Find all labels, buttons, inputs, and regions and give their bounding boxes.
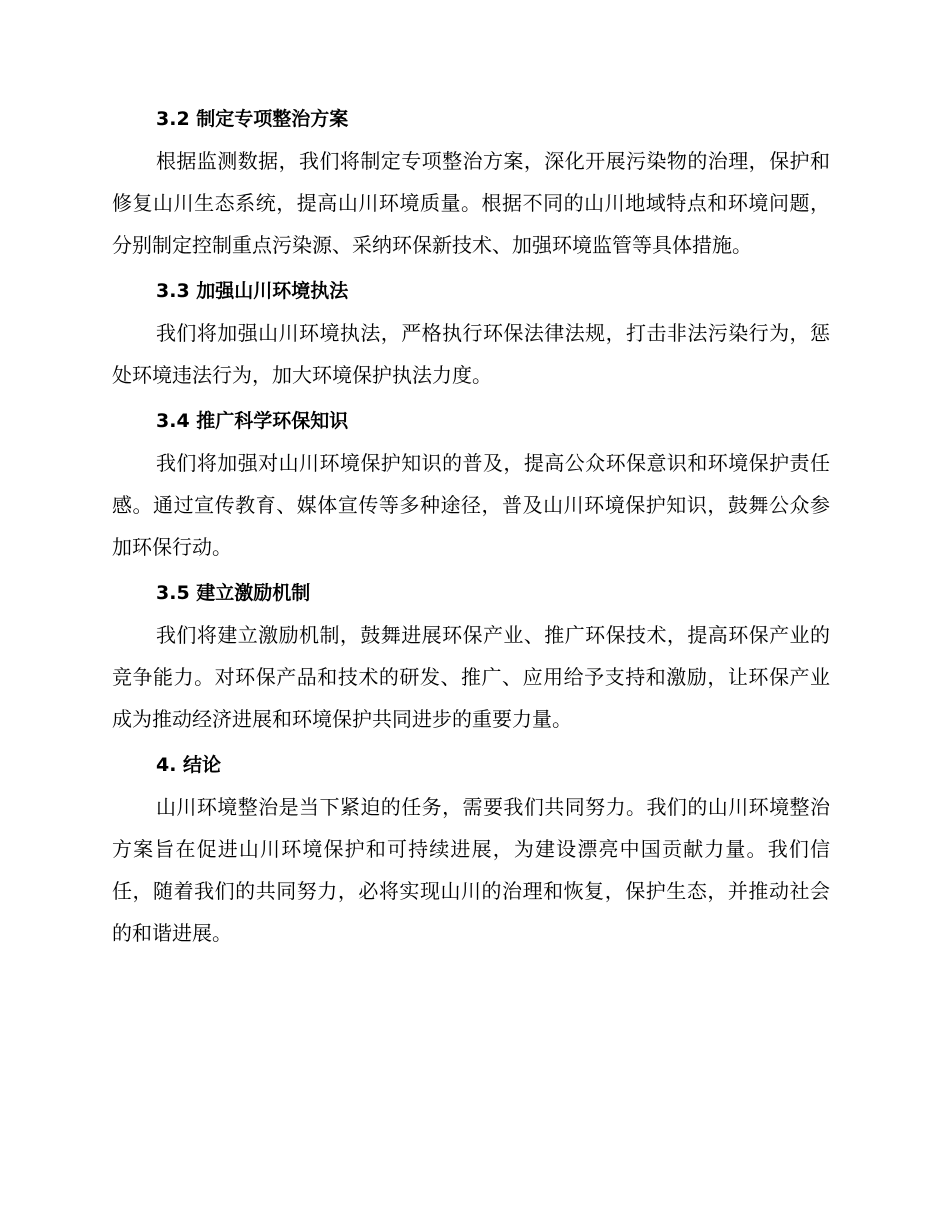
- section-heading-3-4: 3.4 推广科学环保知识: [156, 410, 349, 432]
- section-heading-conclusion: 4. 结论: [156, 754, 222, 776]
- section-body-3-4: 我们将加强对山川环境保护知识的普及，提高公众环保意识和环境保护责任感。通过宣传教育、媒体宣传等多种途径，普及山川环境保护知识，鼓舞公众参加环保行动。: [112, 451, 830, 559]
- section-heading-3-3: 3.3 加强山川环境执法: [156, 280, 349, 302]
- section-body-3-3: 我们将加强山川环境执法，严格执行环保法律法规，打击非法污染行为，惩处环境违法行为，加大环境保护执法力度。: [112, 321, 830, 387]
- section-heading-3-5: 3.5 建立激励机制: [156, 582, 311, 604]
- document-page: [112, 104, 830, 964]
- section-body-3-2: 根据监测数据，我们将制定专项整治方案，深化开展污染物的治理，保护和修复山川生态系统，提高山川环境质量。根据不同的山川地域特点和环境问题，分别制定控制重点污染源、采纳环保新技术、加强环境监管等具体措施。: [112, 149, 830, 257]
- section-body-3-5: 我们将建立激励机制，鼓舞进展环保产业、推广环保技术，提高环保产业的竞争能力。对环保产品和技术的研发、推广、应用给予支持和激励，让环保产业成为推动经济进展和环境保护共同进步的重要力量。: [112, 623, 830, 731]
- section-heading-3-2: 3.2 制定专项整治方案: [156, 108, 349, 130]
- section-body-conclusion: 山川环境整治是当下紧迫的任务，需要我们共同努力。我们的山川环境整治方案旨在促进山川环境保护和可持续进展，为建设漂亮中国贡献力量。我们信任，随着我们的共同努力，必将实现山川的治理和恢复，保护生态，并推动社会的和谐进展。: [112, 795, 830, 945]
